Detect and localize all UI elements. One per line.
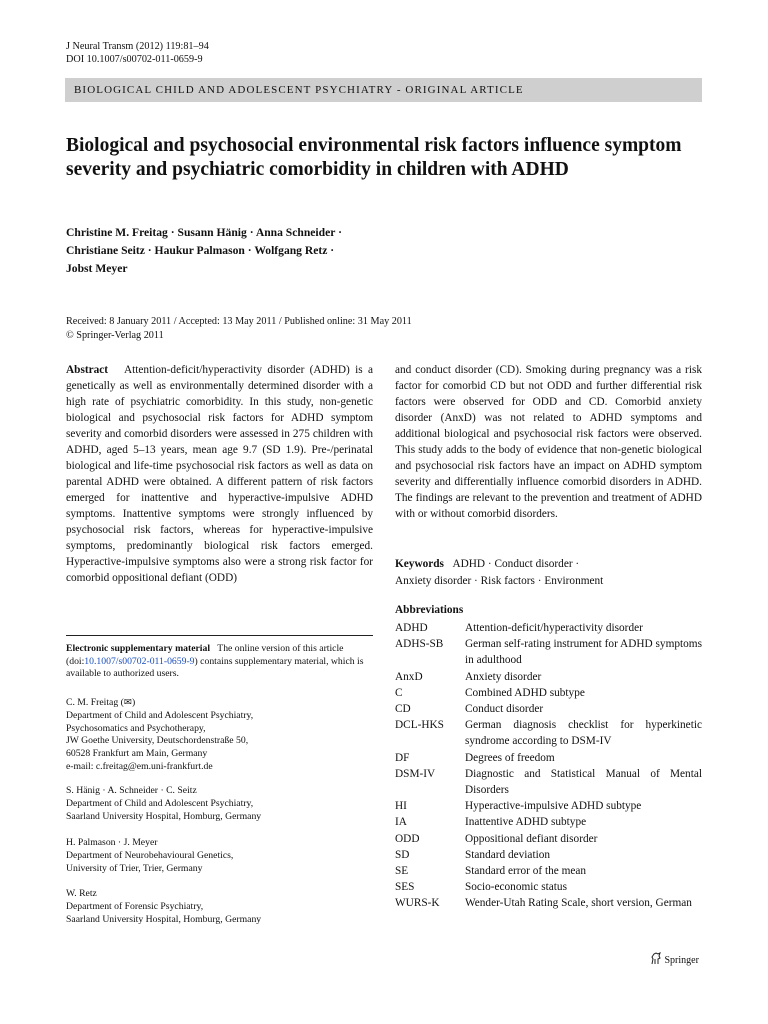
abstract-text: Attention-deficit/hyperactivity disorder (ADHD) is a genetically as well as environmentally determined disorder with a high rate of psychiatric comorbidity. In this study, non-genetic biological and psychosocial risk factors for ADHD symptom severity and comorbid disorders were assessed in 275 children with ADHD, aged 5–13 years, mean age 9.7 (SD 1.9). Pre-/perinatal biological and life-time psychosocial risk factors as well as data on parental ADHD were obtained. A different pattern of risk factors emerged for inattentive and hyperactive-impulsive ADHD symptoms. Inattentive symptoms were strongly influenced by psychosocial risk factors, whereas for hyperactive-impulsive symptoms, predominantly biological risk factors emerged. Hyperactive-impulsive symptoms also were a strong risk factor for comorbid oppositional defiant (ODD) bbox=[66, 364, 373, 584]
abbreviation-code: DF bbox=[395, 751, 410, 764]
abbreviation-row bbox=[395, 750, 702, 766]
abbreviation-row bbox=[395, 766, 702, 798]
journal-citation: J Neural Transm (2012) 119:81–94 bbox=[66, 41, 209, 52]
abbreviation-code: DSM-IV bbox=[395, 767, 436, 780]
abbreviation-row bbox=[395, 879, 702, 895]
affiliation bbox=[66, 837, 373, 875]
abbreviation-code: SE bbox=[395, 865, 409, 878]
abbreviation-row bbox=[395, 620, 702, 636]
abbreviation-row bbox=[395, 717, 702, 749]
esm-text-before: The online version of this article (doi: bbox=[66, 643, 344, 667]
springer-horse-icon bbox=[650, 952, 662, 965]
affiliation-names: H. Palmason · J. Meyer bbox=[66, 837, 158, 848]
copyright: © Springer-Verlag 2011 bbox=[66, 329, 164, 341]
abbreviation-code: C bbox=[395, 686, 403, 699]
abbreviation-row bbox=[395, 685, 702, 701]
abbreviation-definition: German diagnosis checklist for hyperkinetic syndrome according to DSM-IV bbox=[465, 719, 702, 748]
affiliation-line: Department of Neurobehavioural Genetics, bbox=[66, 849, 234, 861]
keywords-line: ADHD · Conduct disorder · bbox=[452, 558, 580, 570]
abbreviation-row bbox=[395, 863, 702, 879]
abbreviation-code: ODD bbox=[395, 832, 420, 845]
abbreviation-definition: German self-rating instrument for ADHD symptoms in adulthood bbox=[465, 638, 702, 667]
abbreviation-code: SES bbox=[395, 881, 415, 894]
abstract-label: Abstract bbox=[66, 364, 109, 376]
abbreviation-definition: Anxiety disorder bbox=[465, 670, 542, 683]
abbreviation-code: CD bbox=[395, 703, 411, 716]
affiliation-line: University of Trier, Trier, Germany bbox=[66, 862, 203, 874]
abstract-continued: and conduct disorder (CD). Smoking during pregnancy was a risk factor for comorbid CD but not ODD and further differential risk factors were observed for ODD and CD. Comorbid anxiety disorder (AnxD) was not related to ADHD symptoms and additional biological and psychosocial risk factors were observed. This study adds to the body of evidence that non-genetic biological and psychosocial risk factors have an impact on ADHD symptom severity and differentially influence comorbid disorders in ADHD. The findings are relevant to the prevention and treatment of ADHD with or without comorbid disorders. bbox=[395, 364, 702, 520]
abbreviation-code: HI bbox=[395, 800, 407, 813]
publication-dates bbox=[66, 315, 412, 342]
abbreviation-code: DCL-HKS bbox=[395, 719, 444, 732]
abbreviation-row bbox=[395, 636, 702, 668]
journal-doi: DOI 10.1007/s00702-011-0659-9 bbox=[66, 54, 203, 65]
abbreviations-heading: Abbreviations bbox=[395, 604, 464, 616]
abbreviation-definition: Inattentive ADHD subtype bbox=[465, 816, 587, 829]
abbreviation-definition: Combined ADHD subtype bbox=[465, 686, 585, 699]
abbreviation-code: WURS-K bbox=[395, 897, 440, 910]
abbreviation-definition: Standard error of the mean bbox=[465, 865, 587, 878]
publisher-mark bbox=[650, 952, 699, 968]
affiliation-line: 60528 Frankfurt am Main, Germany bbox=[66, 748, 208, 760]
abbreviation-code: AnxD bbox=[395, 670, 423, 683]
abbreviation-definition: Standard deviation bbox=[465, 848, 551, 861]
supplementary-note bbox=[66, 643, 373, 681]
abbreviation-definition: Socio-economic status bbox=[465, 881, 567, 894]
abbreviation-row bbox=[395, 831, 702, 847]
author-line: Jobst Meyer bbox=[66, 262, 128, 275]
journal-info bbox=[66, 40, 209, 66]
abbreviation-row bbox=[395, 895, 702, 911]
affiliation-line: Department of Child and Adolescent Psychiatry, bbox=[66, 797, 254, 809]
affiliation-names: S. Hänig · A. Schneider · C. Seitz bbox=[66, 785, 197, 796]
abbreviation-definition: Hyperactive-impulsive ADHD subtype bbox=[465, 800, 642, 813]
abbreviation-definition: Wender-Utah Rating Scale, short version, German bbox=[465, 897, 692, 910]
author-line: Christine M. Freitag · Susann Hänig · Anna Schneider · bbox=[66, 226, 342, 239]
keywords-label: Keywords bbox=[395, 558, 444, 570]
abbreviation-definition: Diagnostic and Statistical Manual of Mental Disorders bbox=[465, 767, 702, 797]
abbreviation-row bbox=[395, 847, 702, 863]
article-title: Biological and psychosocial environmental risk factors influence symptom severity and psychiatric comorbidity in children with ADHD bbox=[66, 135, 682, 180]
footnote-divider bbox=[66, 635, 373, 636]
esm-label: Electronic supplementary material bbox=[66, 643, 211, 654]
affiliation-line: Psychosomatics and Psychotherapy, bbox=[66, 722, 206, 734]
section-banner: BIOLOGICAL CHILD AND ADOLESCENT PSYCHIATRY - ORIGINAL ARTICLE bbox=[65, 78, 702, 102]
affiliation-names: W. Retz bbox=[66, 888, 97, 899]
keywords bbox=[395, 556, 702, 589]
abstract bbox=[66, 362, 373, 586]
author-line: Christiane Seitz · Haukur Palmason · Wolfgang Retz · bbox=[66, 244, 335, 257]
abbreviation-row bbox=[395, 669, 702, 685]
abbreviation-row bbox=[395, 814, 702, 830]
affiliation-line: Department of Child and Adolescent Psychiatry, bbox=[66, 709, 254, 721]
abbreviation-row bbox=[395, 701, 702, 717]
abbreviation-definition: Degrees of freedom bbox=[465, 751, 555, 764]
author-list bbox=[66, 224, 342, 278]
affiliation-names: C. M. Freitag (✉) bbox=[66, 697, 136, 708]
affiliation-line: Department of Forensic Psychiatry, bbox=[66, 900, 204, 912]
abbreviation-code: ADHD bbox=[395, 622, 428, 634]
affiliation-email: e-mail: c.freitag@em.uni-frankfurt.de bbox=[66, 760, 213, 772]
abbreviation-row bbox=[395, 798, 702, 814]
affiliation bbox=[66, 785, 373, 823]
abbreviation-definition: Oppositional defiant disorder bbox=[465, 832, 598, 845]
affiliation-line: Saarland University Hospital, Homburg, Germany bbox=[66, 913, 262, 925]
affiliation-line: Saarland University Hospital, Homburg, Germany bbox=[66, 810, 262, 822]
abbreviation-code: ADHS-SB bbox=[395, 638, 444, 651]
esm-text-after: ) contains supplementary material, which is available to authorized users. bbox=[66, 655, 364, 679]
esm-doi-link[interactable]: 10.1007/s00702-011-0659-9 bbox=[84, 655, 195, 667]
publisher-name: Springer bbox=[664, 955, 699, 966]
received-accepted-dates: Received: 8 January 2011 / Accepted: 13 May 2011 / Published online: 31 May 2011 bbox=[66, 316, 412, 327]
affiliation-line: JW Goethe University, Deutschordenstraße 50, bbox=[66, 735, 249, 747]
abbreviation-definition: Conduct disorder bbox=[465, 703, 544, 716]
keywords-line: Anxiety disorder · Risk factors · Environment bbox=[395, 574, 604, 587]
abbreviation-definition: Attention-deficit/hyperactivity disorder bbox=[465, 622, 643, 634]
abbreviation-code: IA bbox=[395, 816, 407, 829]
abbreviations-list bbox=[395, 620, 702, 912]
abbreviation-code: SD bbox=[395, 848, 410, 861]
affiliation bbox=[66, 888, 373, 926]
affiliation bbox=[66, 697, 373, 774]
